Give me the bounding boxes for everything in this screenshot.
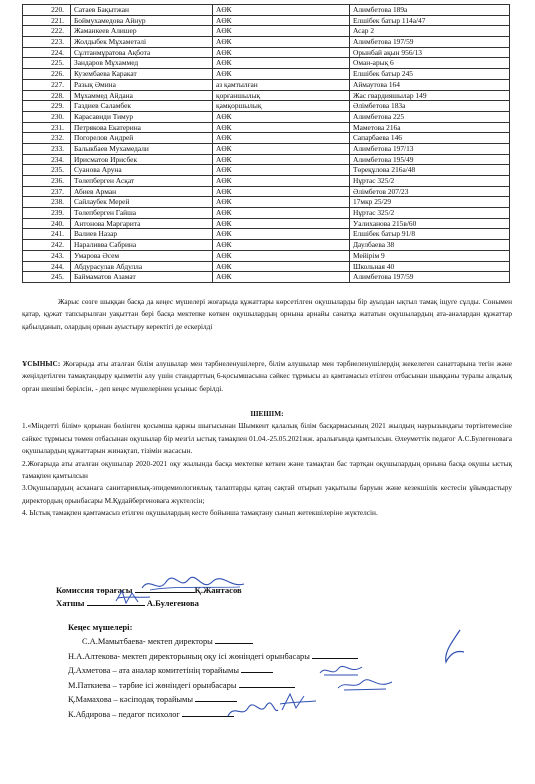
row-number: 241. [23, 229, 71, 240]
row-address: Нұртас 325/2 [350, 208, 510, 219]
row-category: АӨК [213, 208, 350, 219]
table-row [23, 69, 510, 80]
row-address: Алимбетова 195/49 [350, 154, 510, 165]
table-row [23, 5, 510, 16]
row-address: Даулбаева 38 [350, 240, 510, 251]
table-row [23, 176, 510, 187]
row-category: АӨК [213, 176, 350, 187]
member-line: С.А.Мамытбаева- мектеп директоры [68, 634, 358, 649]
row-number: 245. [23, 272, 71, 283]
row-address: Оман-арық 6 [350, 58, 510, 69]
row-number: 234. [23, 154, 71, 165]
row-category: АӨК [213, 261, 350, 272]
row-address: Мейірім 9 [350, 250, 510, 261]
row-category: АӨК [213, 47, 350, 58]
decision-item-1: 1.«Міндетті білім» қорынан бөлінген қосымша қаржы шығысынан Шымкент қалалық білім басқармасының 2021 жылдың наурызындағы төртінтемесіне сәйкес тұрмысы төмен отбасынан оқушылар бір мезгіл ыстық тамақпен 01.04.-25.05.2021жж. аралығында қамтылсын. Әлеуметтік педагог А.С.Булегеновага оқушылардың құжаттарын жинақтап, тізімін жасасын. [22, 421, 512, 456]
row-address: Асар 2 [350, 26, 510, 37]
row-name: Суанова Аруна [71, 165, 213, 176]
table-row [23, 250, 510, 261]
decision-item-2: 2.Жоғарыда аты аталған оқушылар 2020-2021 оқу жылында басқа мектепке кеткен және тамақтан бас тартқан оқушылардың орнына басқа оқушы ыстық тамақпен қамтылсын [22, 458, 512, 481]
decision-item-4: 4. Ыстық тамақпен қамтамасыз етілген оқушылардың кесте бойынша тамақтану сынып жетекшілеріне жүктелсін. [22, 508, 378, 518]
discussion-paragraph [22, 296, 512, 333]
row-name: Петрякова Екатерина [71, 122, 213, 133]
member-signature-scribble-3 [336, 676, 396, 694]
row-address: Алимбетова 197/59 [350, 37, 510, 48]
row-name: Жаманкеев Алишер [71, 26, 213, 37]
row-number: 225. [23, 58, 71, 69]
member-signature-scribble-1 [438, 628, 468, 668]
row-name: Ирисматов Ирисбек [71, 154, 213, 165]
row-name: Абиев Арман [71, 186, 213, 197]
row-number: 223. [23, 37, 71, 48]
row-category: қорғаншылық [213, 90, 350, 101]
table-row [23, 208, 510, 219]
table-row [23, 58, 510, 69]
proposal-label: ҰСЫНЫС: [22, 359, 61, 368]
row-category: АӨК [213, 58, 350, 69]
decision-section [22, 408, 512, 520]
row-category: аз қамтылған [213, 79, 350, 90]
row-name: Антонова Маргарита [71, 218, 213, 229]
table-row [23, 111, 510, 122]
row-category: АӨК [213, 154, 350, 165]
row-category: АӨК [213, 15, 350, 26]
row-category: АӨК [213, 143, 350, 154]
row-name: Карасавиди Тимур [71, 111, 213, 122]
row-name: Разық Әмина [71, 79, 213, 90]
row-name: Умарова Әсем [71, 250, 213, 261]
row-address: Елшібек батыр 91/8 [350, 229, 510, 240]
row-number: 239. [23, 208, 71, 219]
row-number: 233. [23, 143, 71, 154]
row-address: Елшібек батыр 245 [350, 69, 510, 80]
table-row [23, 229, 510, 240]
member-line: Қ.Мамахова – кәсіподақ төрайымы [68, 692, 358, 707]
row-address: Әлімбетова 183а [350, 101, 510, 112]
proposal-paragraph [22, 358, 512, 395]
row-address: 17мкр 25/29 [350, 197, 510, 208]
table-row [23, 79, 510, 90]
row-address: Жас гвардияшылар 149 [350, 90, 510, 101]
table-row [23, 101, 510, 112]
table-row [23, 186, 510, 197]
row-number: 226. [23, 69, 71, 80]
row-address: Елшібек батыр 114а/47 [350, 15, 510, 26]
table-row [23, 154, 510, 165]
row-category: АӨК [213, 272, 350, 283]
row-name: Төлепберген Гайша [71, 208, 213, 219]
members-label: Кеңес мүшелері: [68, 622, 133, 632]
row-category: АӨК [213, 111, 350, 122]
table-row [23, 122, 510, 133]
row-category: АӨК [213, 26, 350, 37]
row-name: Балыкбаев Мухамедали [71, 143, 213, 154]
row-number: 244. [23, 261, 71, 272]
row-name: Боймухамедова Айнур [71, 15, 213, 26]
row-address: Орынбай ақын 956/13 [350, 47, 510, 58]
row-name: Сайлаубек Мерей [71, 197, 213, 208]
chair-name: Қ.Жантасов [194, 585, 242, 595]
row-number: 237. [23, 186, 71, 197]
row-name: Зандаров Мұхаммед [71, 58, 213, 69]
row-category: АӨК [213, 165, 350, 176]
row-number: 236. [23, 176, 71, 187]
proposal-text: Жоғарыда аты аталған білім алушылар мен тәрбиеленушілерге, білім алушылар мен тәрбиеленушілердің жекелеген санаттарына тегін және жеңілдетілген тамақтандыру қызметін алу үшін стандарттың 6-қосымшасына сәйкес тұрмысы аз қамтамасыз етілген отбасынан шыққаны туралы алқалық орган шешімі берілсін, - деп кеңес мүшелерінен ұсыныс берілді. [22, 359, 512, 393]
row-number: 238. [23, 197, 71, 208]
row-category: АӨК [213, 186, 350, 197]
row-name: Нараливва Сабрина [71, 240, 213, 251]
row-category: АӨК [213, 37, 350, 48]
student-list-table [22, 4, 510, 283]
row-number: 230. [23, 111, 71, 122]
row-name: Абдурасулав Абдулла [71, 261, 213, 272]
row-category: АӨК [213, 197, 350, 208]
table-row [23, 133, 510, 144]
row-name: Сұлтанмұратова Ақбота [71, 47, 213, 58]
row-name: Кузембаева Каракат [71, 69, 213, 80]
student-list-body [23, 5, 510, 283]
table-row [23, 197, 510, 208]
row-address: Аймаутова 164 [350, 79, 510, 90]
row-number: 243. [23, 250, 71, 261]
row-number: 229. [23, 101, 71, 112]
row-number: 221. [23, 15, 71, 26]
row-number: 222. [23, 26, 71, 37]
row-category: қамқоршылық [213, 101, 350, 112]
member-signature-scribble-4 [278, 690, 318, 714]
table-row [23, 37, 510, 48]
table-row [23, 261, 510, 272]
discussion-text: Жарыс сөзге шыққан басқа да кеңес мүшелері жоғарыда құжаттары көрсетілген оқушыларды бір ауыздан ықтыл тамақ іщуге сұлды. Сонымен қатар, құжат тапсырылған уақыттан бері басқа мектепке көткен оқушылардың орнына арнайы санатқа жататын оқушылардың ата-аналардан құжаттар қабылданып, олардың орнын ауыстыру керектігі де ескерілді [22, 297, 512, 331]
row-address: Маметова 216а [350, 122, 510, 133]
member-line: К.Абдирова – педагог психолог [68, 707, 358, 722]
secretary-label: Хатшы [56, 598, 85, 608]
row-number: 232. [23, 133, 71, 144]
row-category: АӨК [213, 69, 350, 80]
chair-label: Комиссия төрағасы [56, 585, 133, 595]
row-address: Уалиханова 215в/60 [350, 218, 510, 229]
member-signature-scribble-5 [226, 700, 280, 722]
row-name: Погорелов Андрей [71, 133, 213, 144]
row-name: Баймаматов Азамат [71, 272, 213, 283]
row-name: Мұхаммед Айдана [71, 90, 213, 101]
row-category: АӨК [213, 240, 350, 251]
row-number: 235. [23, 165, 71, 176]
row-address: Алимбетова 197/59 [350, 272, 510, 283]
row-address: Төреқұлова 216а/48 [350, 165, 510, 176]
row-address: Әлімбетов 207/23 [350, 186, 510, 197]
row-category: АӨК [213, 5, 350, 16]
members-heading [68, 622, 132, 633]
table-row [23, 240, 510, 251]
row-category: АӨК [213, 122, 350, 133]
table-row [23, 26, 510, 37]
row-address: Алимбетова 197/13 [350, 143, 510, 154]
row-category: АӨК [213, 229, 350, 240]
chair-signature-scribble [140, 574, 250, 596]
decision-title: ШЕШІМ: [250, 409, 284, 418]
row-number: 240. [23, 218, 71, 229]
row-number: 228. [23, 90, 71, 101]
row-address: Алимбетова 189а [350, 5, 510, 16]
row-address: Сапарбаева 146 [350, 133, 510, 144]
table-row [23, 218, 510, 229]
row-address: Алимбетова 225 [350, 111, 510, 122]
member-line: М.Паткиева – тәрбие ісі жөніндегі орынбасары [68, 678, 358, 693]
member-line: Н.А.Алтекова- мектеп директорының оқу ісі жөніндегі орынбасары [68, 649, 358, 664]
row-number: 227. [23, 79, 71, 90]
row-number: 242. [23, 240, 71, 251]
row-address: Школьная 40 [350, 261, 510, 272]
table-row [23, 272, 510, 283]
row-number: 220. [23, 5, 71, 16]
secretary-name: А.Булегенова [146, 598, 199, 608]
row-name: Газдиев Саламбек [71, 101, 213, 112]
row-name: Жолдыбек Мұхаметәлі [71, 37, 213, 48]
row-category: АӨК [213, 250, 350, 261]
row-number: 231. [23, 122, 71, 133]
row-name: Сатаев Бақытжан [71, 5, 213, 16]
row-name: Төлепберген Асқат [71, 176, 213, 187]
table-row [23, 165, 510, 176]
row-category: АӨК [213, 133, 350, 144]
row-category: АӨК [213, 218, 350, 229]
decision-item-3: 3.Оқушылардың асханага санитариялық-эпидемиологиялық талаптарды қатаң сақтай отырып уақытылы баруын және кезекшілік кестесін ұйымдастыру директордың орынбасары М.Құдайбергеноваға жүктелсін; [22, 483, 512, 505]
table-row [23, 47, 510, 58]
member-line: Д.Ахметова – ата аналар комитетінің төрайымы [68, 663, 358, 678]
table-row [23, 15, 510, 26]
row-number: 224. [23, 47, 71, 58]
table-row [23, 143, 510, 154]
secretary-signature-scribble [114, 589, 154, 607]
table-row [23, 90, 510, 101]
row-address: Нұртас 325/2 [350, 176, 510, 187]
row-name: Валиев Назар [71, 229, 213, 240]
